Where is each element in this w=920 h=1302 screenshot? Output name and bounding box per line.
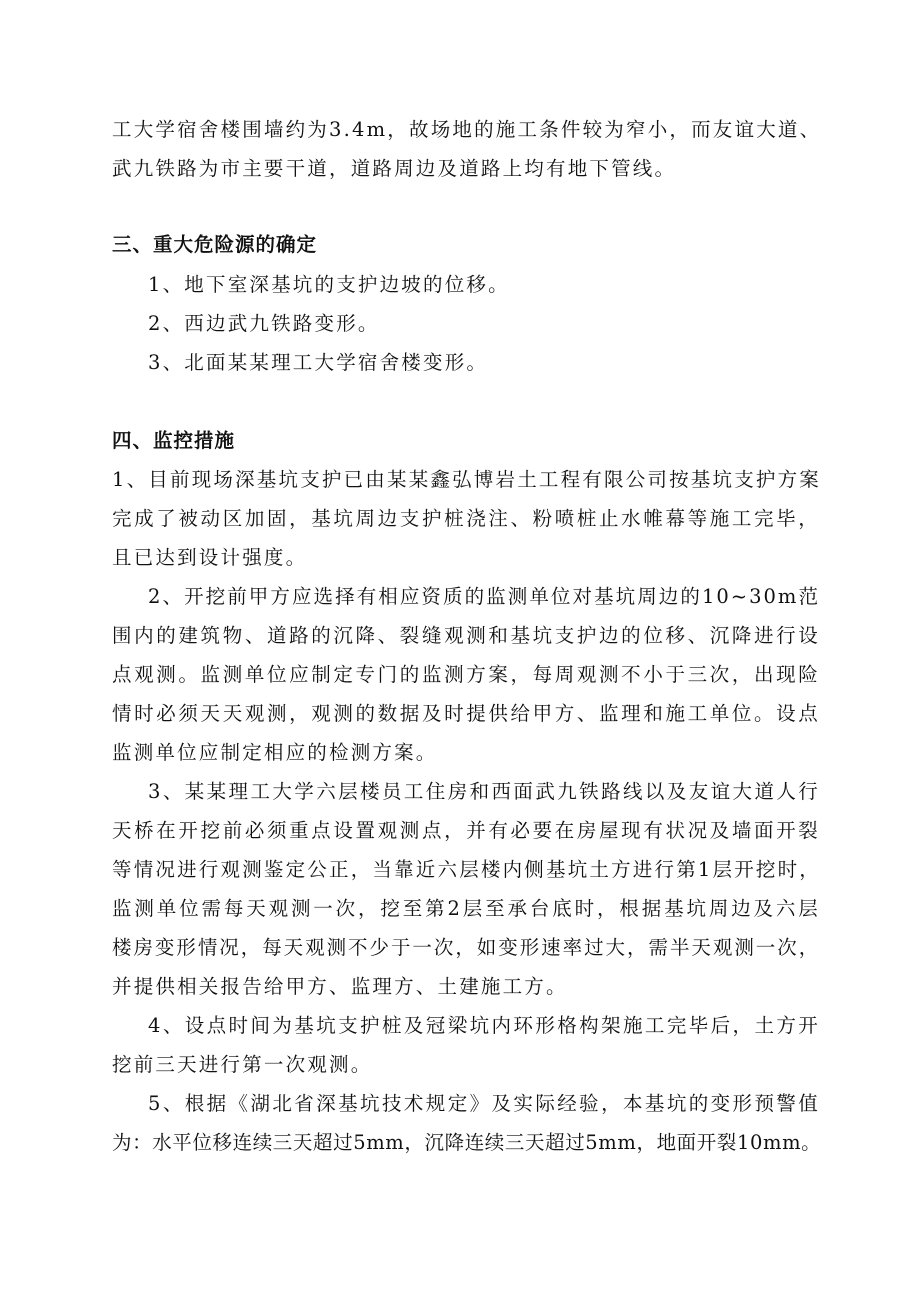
- section-3-heading: 三、重大危险源的确定: [112, 233, 318, 256]
- section-3-item-1: 1、地下室深基坑的支护边坡的位移。: [148, 273, 510, 296]
- s4-p3-line-3: 等情况进行观测鉴定公正，当靠近六层楼内侧基坑土方进行第1层开挖时，: [112, 858, 822, 881]
- s4-p1-line-2: 完成了被动区加固，基坑周边支护桩浇注、粉喷桩止水帷幕等施工完毕，: [112, 507, 820, 530]
- s4-p2-line-1: 2、开挖前甲方应选择有相应资质的监测单位对基坑周边的10~30m范: [148, 585, 820, 608]
- s4-p1-line-3: 且已达到设计强度。: [112, 546, 308, 569]
- s4-p3-line-4: 监测单位需每天观测一次，挖至第2层至承台底时，根据基坑周边及六层: [112, 897, 820, 920]
- s4-p2-line-2: 围内的建筑物、道路的沉降、裂缝观测和基坑支护边的位移、沉降进行设: [112, 624, 820, 647]
- s4-p3-line-5: 楼房变形情况，每天观测不少于一次，如变形速率过大，需半天观测一次，: [112, 936, 820, 959]
- s4-p3-line-2: 天桥在开挖前必须重点设置观测点，并有必要在房屋现有状况及墙面开裂: [112, 819, 820, 842]
- section-3-item-2: 2、西边武九铁路变形。: [148, 312, 380, 335]
- s4-p5-line-1: 5、根据《湖北省深基坑技术规定》及实际经验，本基坑的变形预警值: [148, 1092, 820, 1115]
- s4-p4-line-2: 挖前三天进行第一次观测。: [112, 1053, 373, 1076]
- s4-p4-line-1: 4、设点时间为基坑支护桩及冠梁坑内环形格构架施工完毕后，土方开: [148, 1014, 820, 1037]
- s4-p2-line-5: 监测单位应制定相应的检测方案。: [112, 741, 438, 764]
- s4-p2-line-4: 情时必须天天观测，观测的数据及时提供给甲方、监理和施工单位。设点: [112, 702, 820, 725]
- section-3-item-3: 3、北面某某理工大学宿舍楼变形。: [148, 351, 489, 374]
- section-4-heading: 四、监控措施: [112, 429, 236, 452]
- intro-line-1: 工大学宿舍楼围墙约为3.4m，故场地的施工条件较为窄小，而友谊大道、: [112, 118, 822, 141]
- s4-p3-line-6: 并提供相关报告给甲方、监理方、土建施工方。: [112, 975, 568, 998]
- intro-line-2: 武九铁路为市主要干道，道路周边及道路上均有地下管线。: [112, 157, 677, 180]
- s4-p2-line-3: 点观测。监测单位应制定专门的监测方案，每周观测不小于三次，出现险: [112, 663, 820, 686]
- s4-p3-line-1: 3、某某理工大学六层楼员工住房和西面武九铁路线以及友谊大道人行: [148, 780, 820, 803]
- s4-p5-line-2: 为：水平位移连续三天超过5mm，沉降连续三天超过5mm，地面开裂10mm。: [112, 1131, 822, 1154]
- s4-p1-line-1: 1、目前现场深基坑支护已由某某鑫弘博岩土工程有限公司按基坑支护方案: [112, 468, 822, 491]
